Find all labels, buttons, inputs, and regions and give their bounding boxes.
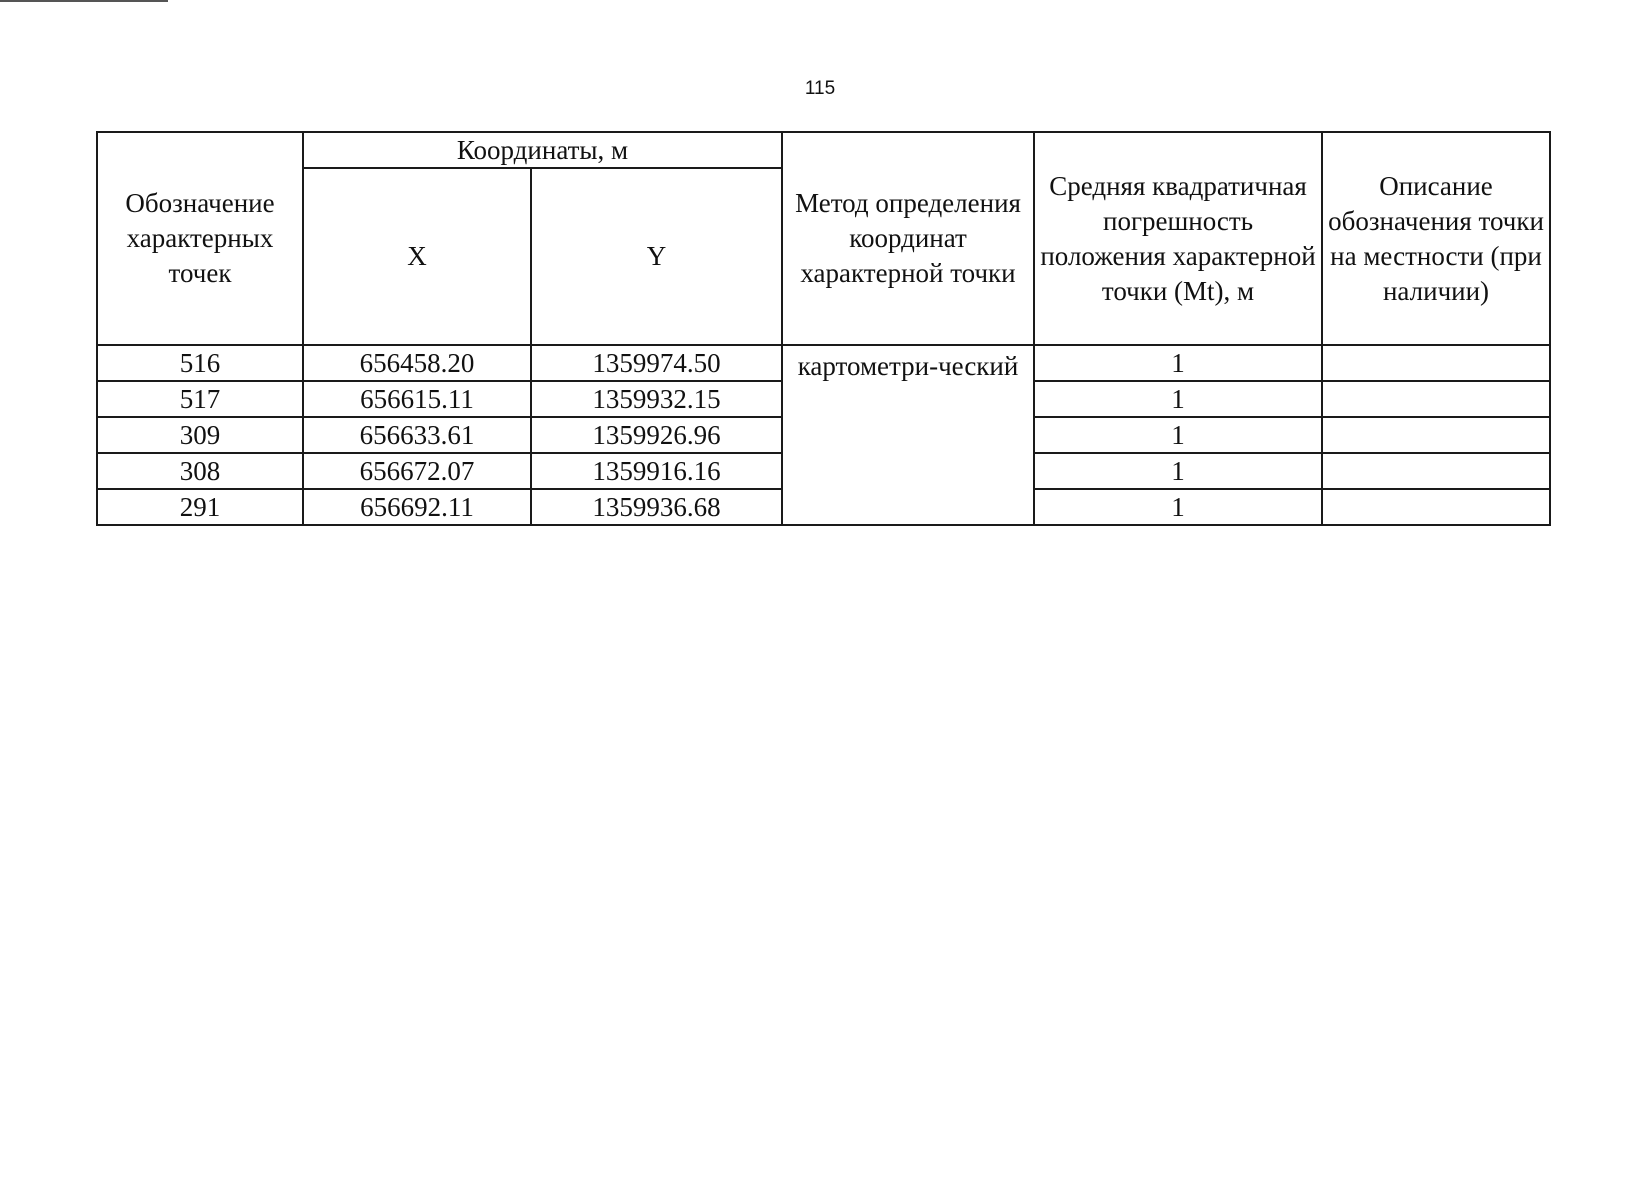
cell-error: 1 [1034,345,1322,381]
header-y: Y [531,168,782,345]
cell-point: 516 [97,345,303,381]
table-row [97,345,1550,381]
cell-y: 1359926.96 [531,417,782,453]
cell-description [1322,489,1550,525]
cell-point: 517 [97,381,303,417]
cell-method: картометри-ческий [782,345,1034,525]
cell-description [1322,381,1550,417]
cell-x: 656633.61 [303,417,531,453]
cell-y: 1359932.15 [531,381,782,417]
header-x: X [303,168,531,345]
cell-y: 1359974.50 [531,345,782,381]
header-description: Описание обозначения точки на местности (при наличии) [1322,132,1550,345]
cell-y: 1359936.68 [531,489,782,525]
cell-x: 656615.11 [303,381,531,417]
cell-description [1322,453,1550,489]
header-error: Средняя квадратичная погрешность положения характерной точки (Mt), м [1034,132,1322,345]
header-row-top [97,132,1550,168]
cell-error: 1 [1034,453,1322,489]
header-coordinates: Координаты, м [303,132,782,168]
cell-description [1322,345,1550,381]
cell-x: 656692.11 [303,489,531,525]
header-point-id: Обозначение характерных точек [97,132,303,345]
header-method: Метод определения координат характерной точки [782,132,1034,345]
cell-point: 308 [97,453,303,489]
cell-point: 291 [97,489,303,525]
cell-y: 1359916.16 [531,453,782,489]
table-body [97,345,1550,525]
cell-error: 1 [1034,381,1322,417]
cell-error: 1 [1034,417,1322,453]
coordinates-table [96,131,1551,526]
cell-point: 309 [97,417,303,453]
table-header [97,132,1550,345]
cell-x: 656458.20 [303,345,531,381]
cell-description [1322,417,1550,453]
cell-error: 1 [1034,489,1322,525]
page-number: 115 [804,78,836,99]
cell-x: 656672.07 [303,453,531,489]
scan-edge-mark [0,0,168,2]
